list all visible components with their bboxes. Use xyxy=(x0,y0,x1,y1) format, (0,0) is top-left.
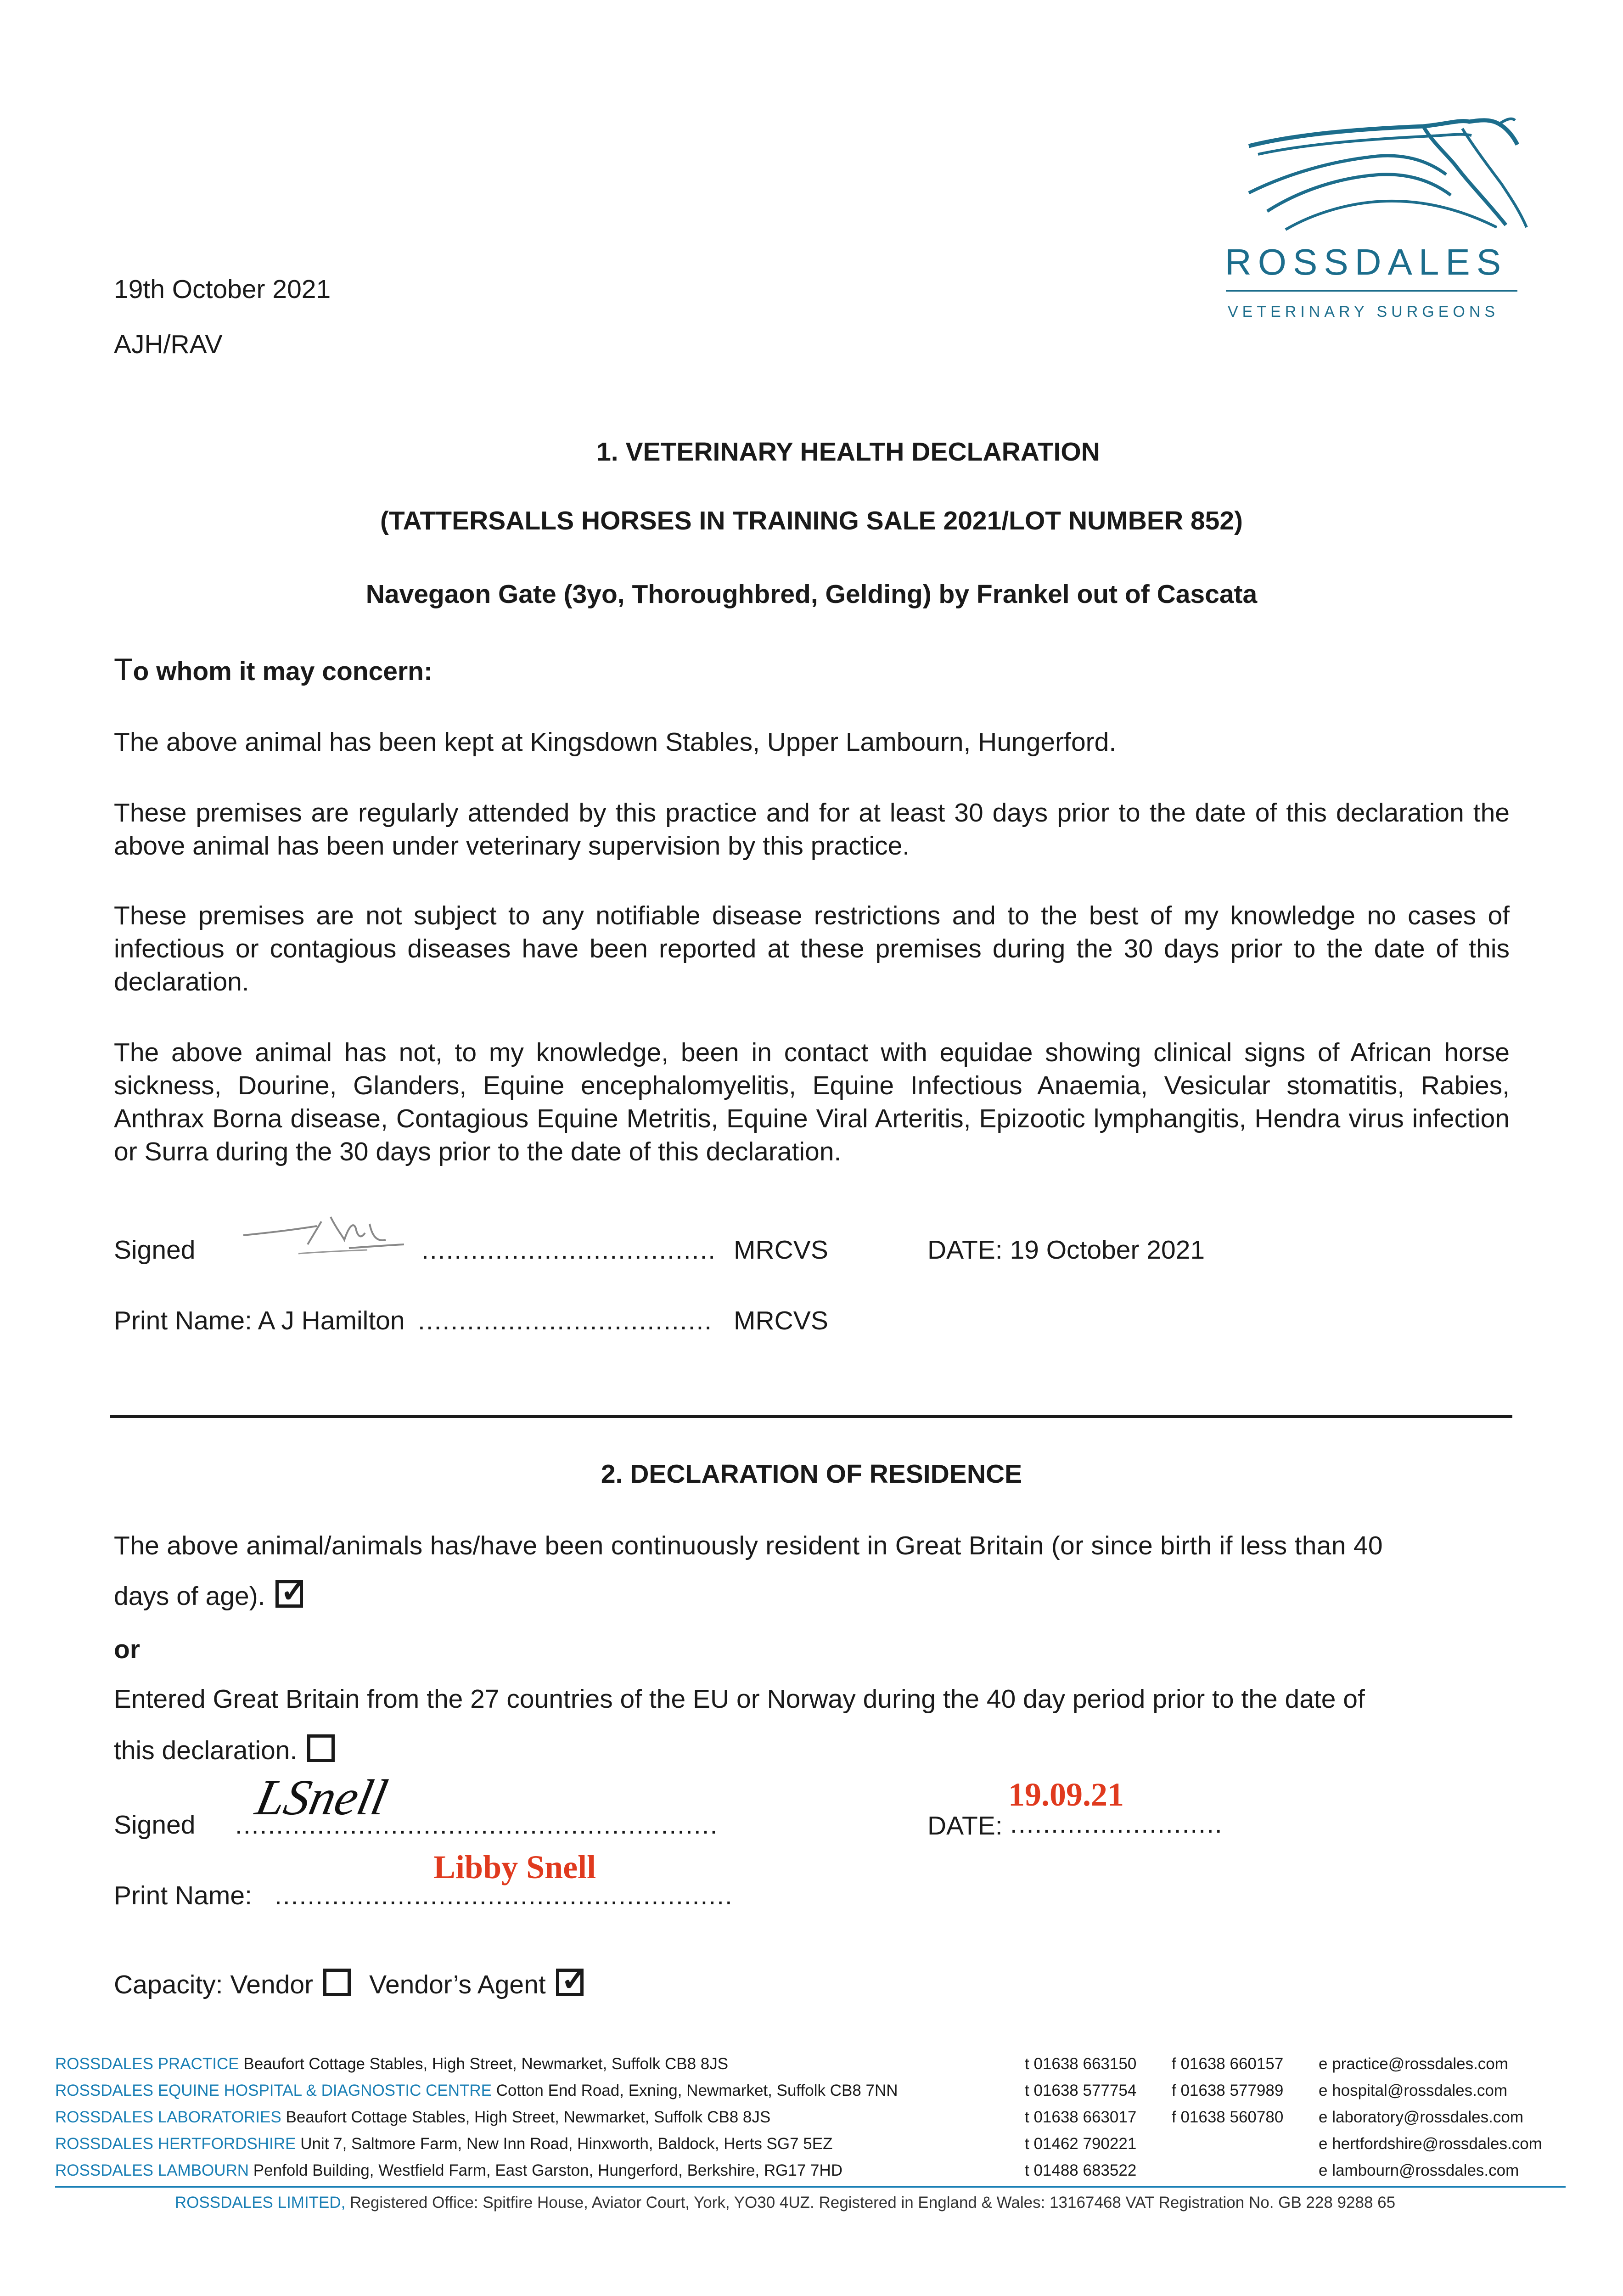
horse-logo-icon xyxy=(1230,110,1533,248)
footer-registration xyxy=(55,2189,1515,2216)
entered-text: this declaration. xyxy=(114,1736,298,1765)
footer-phone: t 01638 577754 xyxy=(1025,2082,1137,2099)
footer-email: e hertfordshire@rossdales.com xyxy=(1319,2135,1542,2153)
logo-subtitle: VETERINARY SURGEONS xyxy=(1228,303,1499,321)
footer-name: ROSSDALES PRACTICE xyxy=(55,2055,239,2073)
signed-dots-2: ........................................................... xyxy=(235,1810,719,1840)
paragraph-contact: The above animal has not, to my knowledge, been in contact with equidae showing clinical signs of African horse sickness, Dourine, Glanders, Equine encephalomyelitis, Equine Infectious Anaemia, Vesicular stomatitis, Rabies, Anthrax Borna disease, Contagious Equine Metritis, Equine Viral Arteritis, Epizootic lymphangitis, Hendra virus infection or Surra during the 30 days prior to the date of this declaration. xyxy=(114,1038,1510,1166)
section1-subtitle: (TATTERSALLS HORSES IN TRAINING SALE 2021/LOT NUMBER 852) xyxy=(380,506,1243,535)
footer-limited-name: ROSSDALES LIMITED, xyxy=(174,2194,346,2212)
footer-phone: t 01638 663017 xyxy=(1025,2108,1137,2126)
footer-address: Beaufort Cottage Stables, High Street, Newmarket, Suffolk CB8 8JS xyxy=(243,2055,729,2073)
letter-date: 19th October 2021 xyxy=(114,275,331,304)
signed-label-2: Signed xyxy=(114,1810,196,1840)
print-name-2: Print Name: xyxy=(114,1881,252,1910)
footer xyxy=(55,2051,1570,2216)
checkmark-icon: ✓ xyxy=(280,1573,308,1609)
signed-dots-1: .................................... xyxy=(421,1235,717,1265)
print-dots-2: ........................................................ xyxy=(275,1881,733,1910)
resident-checkbox[interactable] xyxy=(275,1573,308,1609)
paragraph-supervision: These premises are regularly attended by this practice and for at least 30 days prior to the date of this declaration the above animal has been under veterinary supervision by this practice. xyxy=(114,798,1510,861)
resident-text-line2 xyxy=(114,1573,308,1613)
footer-fax: f 01638 660157 xyxy=(1172,2055,1284,2073)
resident-text: days of age). xyxy=(114,1581,265,1611)
entered-text-line1: Entered Great Britain from the 27 countries of the EU or Norway during the 40 day period prior to the date of xyxy=(114,1684,1365,1714)
footer-address: Penfold Building, Westfield Farm, East Garston, Hungerford, Berkshire, RG17 7HD xyxy=(253,2161,843,2179)
salutation-initial: T xyxy=(114,652,133,687)
salutation-rest: o whom it may concern: xyxy=(133,657,432,686)
footer-divider xyxy=(55,2186,1566,2188)
signed-label-1: Signed xyxy=(114,1235,196,1265)
mrcvs-1: MRCVS xyxy=(734,1235,828,1265)
print-name-1: Print Name: A J Hamilton xyxy=(114,1306,405,1335)
footer-phone: t 01638 663150 xyxy=(1025,2055,1137,2073)
rossdales-logo xyxy=(1207,110,1547,331)
vendor-signature-text: LSnell xyxy=(251,1769,393,1825)
footer-email: e laboratory@rossdales.com xyxy=(1319,2108,1523,2126)
resident-text-line1: The above animal/animals has/have been continuously resident in Great Britain (or since birth if less than 40 xyxy=(114,1531,1383,1560)
footer-phone: t 01488 683522 xyxy=(1025,2161,1137,2179)
date-dots-2: .......................... xyxy=(1010,1809,1223,1839)
letter-reference: AJH/RAV xyxy=(114,330,223,359)
entered-checkbox[interactable] xyxy=(307,1734,335,1762)
footer-email: e practice@rossdales.com xyxy=(1319,2055,1508,2073)
section2-title: 2. DECLARATION OF RESIDENCE xyxy=(601,1459,1022,1489)
footer-row xyxy=(55,2157,1570,2184)
footer-name: ROSSDALES LAMBOURN xyxy=(55,2161,249,2179)
declaration-date: 19.09.21 xyxy=(1008,1776,1124,1813)
footer-name: ROSSDALES EQUINE HOSPITAL & DIAGNOSTIC CENTRE xyxy=(55,2082,492,2099)
vendor-agent-label: Vendor’s Agent xyxy=(369,1970,546,1999)
footer-row xyxy=(55,2131,1570,2157)
section1-title: 1. VETERINARY HEALTH DECLARATION xyxy=(596,437,1100,467)
horse-description: Navegaon Gate (3yo, Thoroughbred, Gelding) by Frankel out of Cascata xyxy=(365,580,1258,609)
footer-email: e lambourn@rossdales.com xyxy=(1319,2161,1519,2179)
paragraph-premises: The above animal has been kept at Kingsdown Stables, Upper Lambourn, Hungerford. xyxy=(114,727,1117,757)
paragraph-disease: These premises are not subject to any notifiable disease restrictions and to the best of my knowledge no cases of infectious or contagious diseases have been reported at these premises during the 30 days prior to the date of this declaration. xyxy=(114,901,1510,996)
footer-limited-text: Registered Office: Spitfire House, Aviator Court, York, YO30 4UZ. Registered in England & Wales: 13167468 VAT Registration No. GB 228 9288 65 xyxy=(350,2194,1396,2212)
checkmark-icon: ✓ xyxy=(561,1962,588,1998)
salutation xyxy=(114,653,432,688)
logo-underline xyxy=(1226,290,1517,292)
footer-email: e hospital@rossdales.com xyxy=(1319,2082,1507,2099)
capacity-vendor-label: Capacity: Vendor xyxy=(114,1970,314,1999)
mrcvs-2: MRCVS xyxy=(734,1306,828,1335)
footer-name: ROSSDALES HERTFORDSHIRE xyxy=(55,2135,296,2153)
vet-signature xyxy=(239,1208,413,1263)
vet-signature-date: DATE: 19 October 2021 xyxy=(927,1235,1205,1265)
footer-row xyxy=(55,2051,1570,2077)
footer-name: ROSSDALES LABORATORIES xyxy=(55,2108,281,2126)
footer-fax: f 01638 560780 xyxy=(1172,2108,1284,2126)
vendor-print-name: Libby Snell xyxy=(433,1849,596,1885)
footer-address: Cotton End Road, Exning, Newmarket, Suffolk CB8 7NN xyxy=(496,2082,898,2099)
footer-phone: t 01462 790221 xyxy=(1025,2135,1137,2153)
logo-name: ROSSDALES xyxy=(1225,242,1508,282)
capacity-row xyxy=(114,1962,588,2001)
footer-address: Beaufort Cottage Stables, High Street, Newmarket, Suffolk CB8 8JS xyxy=(286,2108,771,2126)
or-label: or xyxy=(114,1635,140,1664)
footer-fax: f 01638 577989 xyxy=(1172,2082,1284,2099)
date-label-2: DATE: xyxy=(927,1811,1003,1840)
section-divider xyxy=(110,1415,1512,1418)
print-dots-1: .................................... xyxy=(418,1306,713,1335)
entered-text-line2 xyxy=(114,1734,335,1767)
footer-row xyxy=(55,2104,1570,2131)
footer-address: Unit 7, Saltmore Farm, New Inn Road, Hinxworth, Baldock, Herts SG7 5EZ xyxy=(300,2135,833,2153)
vendor-checkbox[interactable] xyxy=(323,1969,351,1996)
vendor-agent-checkbox[interactable] xyxy=(556,1962,588,1998)
footer-row xyxy=(55,2077,1570,2104)
